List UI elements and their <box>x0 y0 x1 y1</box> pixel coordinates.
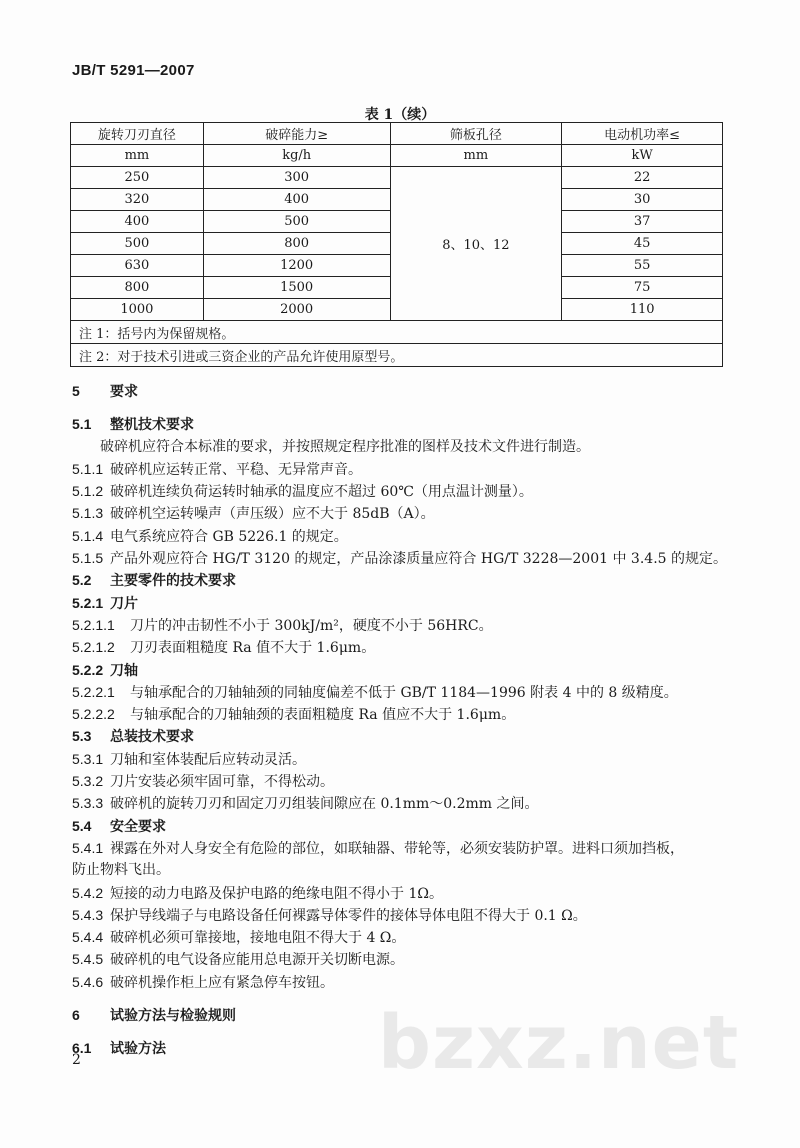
clause-heading: 5.2.1 刀片 <box>72 594 138 612</box>
cell-diameter: 250 <box>71 167 204 189</box>
table-header-row <box>71 123 723 145</box>
table-note-row <box>71 321 723 344</box>
clause-line: 5.4.6 破碎机操作柜上应有紧急停车按钮。 <box>72 973 334 991</box>
table-note-2: 注 2：对于技术引进或三资企业的产品允许使用原型号。 <box>71 344 723 367</box>
clause-line: 5.4.1 裸露在外对人身安全有危险的部位，如联轴器、带轮等，必须安装防护罩。进料口须加挡板， <box>72 839 684 857</box>
cell-diameter: 630 <box>71 255 204 277</box>
clause-continuation: 防止物料飞出。 <box>72 862 170 879</box>
cell-diameter: 800 <box>71 277 204 299</box>
cell-diameter: 500 <box>71 233 204 255</box>
col-unit-aperture: mm <box>390 145 562 167</box>
section-heading: 5 要求 <box>72 383 138 400</box>
clause-heading: 5.2 主要零件的技术要求 <box>72 572 236 590</box>
clause-line: 5.3.1 刀轴和室体装配后应转动灵活。 <box>72 750 306 768</box>
clause-line: 5.4.5 破碎机的电气设备应能用总电源开关切断电源。 <box>72 951 404 969</box>
cell-capacity: 400 <box>203 189 390 211</box>
clause-heading: 5.3 总装技术要求 <box>72 728 194 746</box>
col-header-power: 电动机功率≤ <box>562 123 723 145</box>
table-unit-row <box>71 145 723 167</box>
cell-capacity: 800 <box>203 233 390 255</box>
spec-table <box>70 122 723 367</box>
col-unit-power: kW <box>562 145 723 167</box>
watermark: bzxz.net <box>378 1000 740 1086</box>
cell-capacity: 500 <box>203 211 390 233</box>
clause-line: 5.1.5 产品外观应符合 HG/T 3120 的规定，产品涂漆质量应符合 HG/T 3228—2001 中 3.4.5 的规定。 <box>72 550 728 568</box>
cell-capacity: 300 <box>203 167 390 189</box>
cell-diameter: 320 <box>71 189 204 211</box>
cell-capacity: 2000 <box>203 299 390 321</box>
col-unit-diameter: mm <box>71 145 204 167</box>
cell-power: 30 <box>562 189 723 211</box>
col-header-diameter: 旋转刀刃直径 <box>71 123 204 145</box>
clause-line: 5.4.2 短接的动力电路及保护电路的绝缘电阻不得小于 1Ω。 <box>72 884 443 902</box>
cell-diameter: 1000 <box>71 299 204 321</box>
clause-line: 5.2.1.2 刀刃表面粗糙度 Ra 值不大于 1.6μm。 <box>72 639 376 657</box>
cell-capacity: 1500 <box>203 277 390 299</box>
cell-screen-aperture: 8、10、12 <box>390 167 562 321</box>
clause-line: 5.1.2 破碎机连续负荷运转时轴承的温度应不超过 60℃（用点温计测量）。 <box>72 483 533 501</box>
cell-diameter: 400 <box>71 211 204 233</box>
standard-number-header: JB/T 5291—2007 <box>72 62 195 79</box>
clause-heading: 5.4 安全要求 <box>72 817 166 835</box>
cell-power: 37 <box>562 211 723 233</box>
clause-line: 5.2.1.1 刀片的冲击韧性不小于 300kJ/m²，硬度不小于 56HRC。 <box>72 616 493 634</box>
table-title: 表 1（续） <box>364 107 436 123</box>
cell-power: 45 <box>562 233 723 255</box>
cell-power: 22 <box>562 167 723 189</box>
col-header-aperture: 筛板孔径 <box>390 123 562 145</box>
clause-line: 5.1.1 破碎机应运转正常、平稳、无异常声音。 <box>72 460 362 478</box>
clause-line: 5.1.4 电气系统应符合 GB 5226.1 的规定。 <box>72 527 348 545</box>
table-note-row <box>71 344 723 367</box>
cell-capacity: 1200 <box>203 255 390 277</box>
clause-line: 5.1.3 破碎机空运转噪声（声压级）应不大于 85dB（A）。 <box>72 505 435 523</box>
clause-line: 5.3.2 刀片安装必须牢固可靠，不得松动。 <box>72 773 334 791</box>
body-text <box>72 380 732 1060</box>
cell-power: 110 <box>562 299 723 321</box>
clause-line: 5.2.2.1 与轴承配合的刀轴轴颈的同轴度偏差不低于 GB/T 1184—1996 附表 4 中的 8 级精度。 <box>72 683 678 701</box>
clause-line: 5.4.4 破碎机必须可靠接地，接地电阻不得大于 4 Ω。 <box>72 929 406 947</box>
clause-line: 5.4.3 保护导线端子与电路设备任何裸露导体零件的接体导体电阻不得大于 0.1 Ω。 <box>72 906 587 924</box>
section-heading: 6 试验方法与检验规则 <box>72 1007 236 1025</box>
table-row <box>71 167 723 189</box>
clause-line: 5.2.2.2 与轴承配合的刀轴轴颈的表面粗糙度 Ra 值应不大于 1.6μm。 <box>72 706 516 724</box>
col-header-capacity: 破碎能力≥ <box>203 123 390 145</box>
cell-power: 75 <box>562 277 723 299</box>
clause-heading: 5.2.2 刀轴 <box>72 661 138 679</box>
clause-heading: 6.1 试验方法 <box>72 1040 166 1058</box>
clause-line: 5.3.3 破碎机的旋转刀刃和固定刀刃组装间隙应在 0.1mm～0.2mm 之间。 <box>72 795 539 813</box>
page-number: 2 <box>72 1052 81 1068</box>
col-unit-capacity: kg/h <box>203 145 390 167</box>
clause-paragraph: 破碎机应符合本标准的要求，并按照规定程序批准的图样及技术文件进行制造。 <box>100 438 590 455</box>
cell-power: 55 <box>562 255 723 277</box>
table-note-1: 注 1：括号内为保留规格。 <box>71 321 723 344</box>
clause-heading: 5.1 整机技术要求 <box>72 416 194 434</box>
